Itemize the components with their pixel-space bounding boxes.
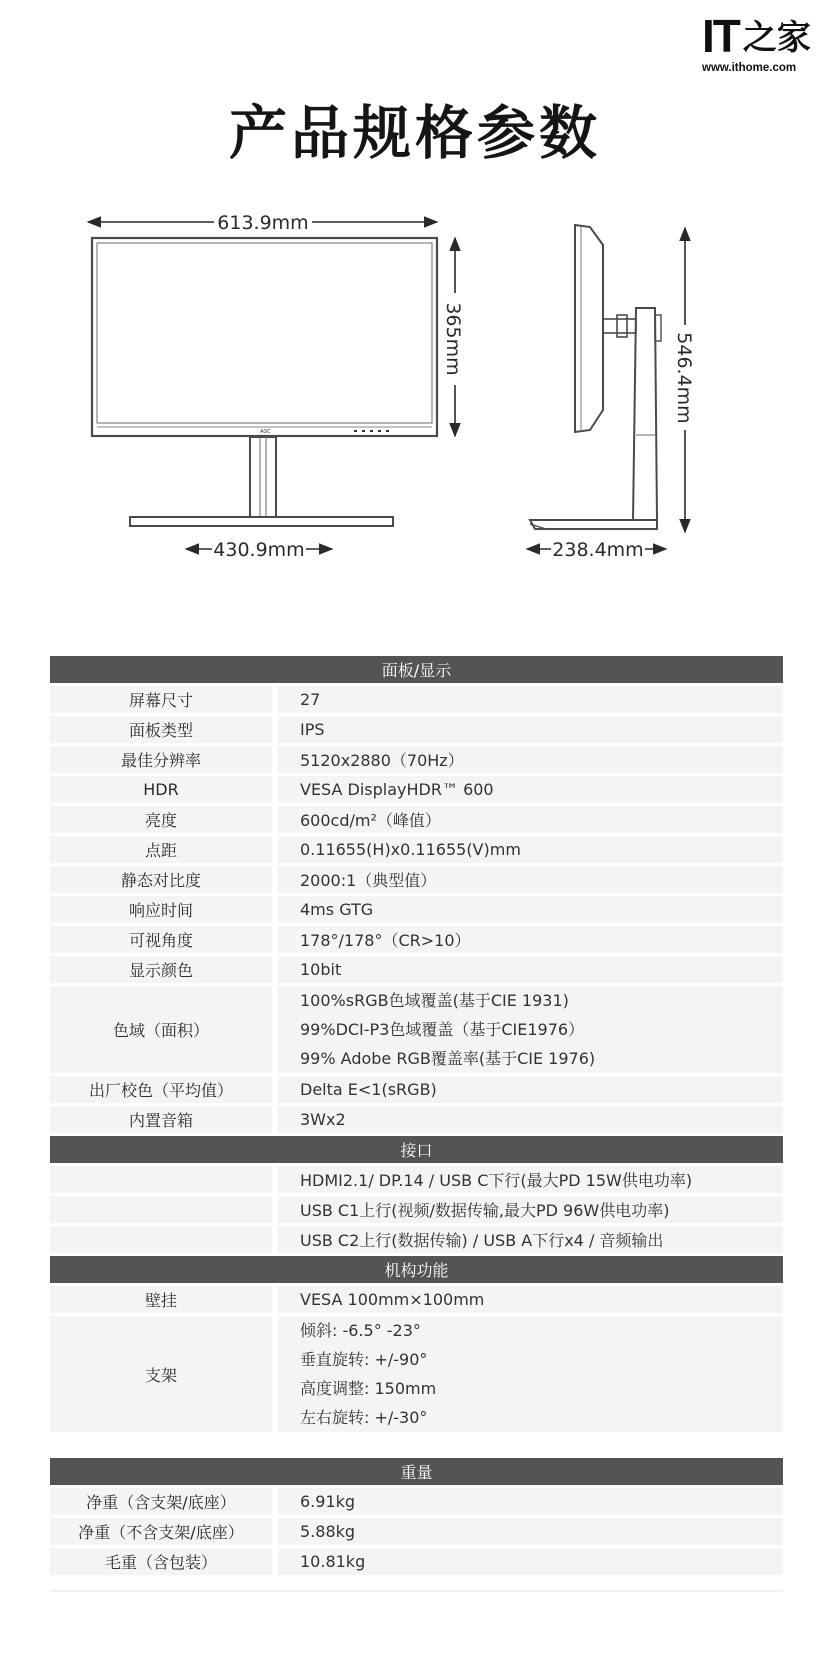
spec-value-lines [278, 1316, 783, 1432]
spec-row [50, 716, 783, 743]
spec-row [50, 956, 783, 983]
width-dimension: 613.9mm [217, 212, 309, 234]
spec-value: VESA DisplayHDR™ 600 [278, 776, 783, 803]
spec-label: 净重（含支架/底座） [50, 1488, 272, 1515]
spec-value: 5120x2880（70Hz） [278, 746, 783, 773]
gamut-line: 99%DCI-P3色域覆盖（基于CIE1976） [300, 1020, 585, 1039]
spec-label: HDR [50, 776, 272, 803]
spec-label: 壁挂 [50, 1286, 272, 1313]
section-header-ports: 接口 [50, 1136, 783, 1163]
logo-url: www.ithome.com [702, 62, 797, 74]
spec-label: 支架 [50, 1316, 272, 1432]
spec-label: 可视角度 [50, 926, 272, 953]
ithome-logo [702, 10, 812, 74]
spec-row [50, 1076, 783, 1103]
base-width-dimension: 430.9mm [213, 539, 305, 561]
spec-label [50, 1166, 272, 1193]
spec-row [50, 926, 783, 953]
spec-label: 内置音箱 [50, 1106, 272, 1133]
spec-row [50, 896, 783, 923]
stand-line: 左右旋转: +/-30° [300, 1408, 428, 1427]
spec-label: 显示颜色 [50, 956, 272, 983]
spec-row [50, 686, 783, 713]
dimension-diagram [0, 195, 830, 605]
gamut-line: 100%sRGB色域覆盖(基于CIE 1931) [300, 991, 569, 1010]
spec-value: USB C1上行(视频/数据传输,最大PD 96W供电功率) [278, 1196, 783, 1223]
gamut-line: 99% Adobe RGB覆盖率(基于CIE 1976) [300, 1049, 596, 1068]
spec-value: Delta E<1(sRGB) [278, 1076, 783, 1103]
spec-row [50, 836, 783, 863]
logo-chinese: 之家 [742, 18, 811, 58]
spec-value: IPS [278, 716, 783, 743]
spec-row [50, 1106, 783, 1133]
spec-row-port [50, 1166, 783, 1193]
stand-line: 倾斜: -6.5° -23° [300, 1321, 421, 1340]
spec-row-weight [50, 1488, 783, 1515]
front-view [92, 238, 437, 526]
spec-label: 面板类型 [50, 716, 272, 743]
spec-row [50, 866, 783, 893]
spec-row-weight [50, 1518, 783, 1545]
spec-value: VESA 100mm×100mm [278, 1286, 783, 1313]
table-bottom-divider [50, 1590, 783, 1592]
height-dimension: 365mm [442, 302, 464, 376]
spec-label: 静态对比度 [50, 866, 272, 893]
section-header-panel: 面板/显示 [50, 656, 783, 683]
spec-label: 屏幕尺寸 [50, 686, 272, 713]
spec-row [50, 806, 783, 833]
spec-value: 4ms GTG [278, 896, 783, 923]
stand-line: 高度调整: 150mm [300, 1379, 437, 1398]
section-header-weight: 重量 [50, 1458, 783, 1485]
spec-label [50, 1196, 272, 1223]
spec-label: 净重（不含支架/底座） [50, 1518, 272, 1545]
spec-label: 色域（面积） [50, 986, 272, 1073]
spec-value: 0.11655(H)x0.11655(V)mm [278, 836, 783, 863]
total-height-dimension: 546.4mm [673, 332, 695, 424]
spec-value: 5.88kg [278, 1518, 783, 1545]
spec-value-lines [278, 986, 783, 1073]
spec-value: USB C2上行(数据传输) / USB A下行x4 / 音频输出 [278, 1226, 783, 1253]
section-header-mechanism: 机构功能 [50, 1256, 783, 1283]
spec-value: 10.81kg [278, 1548, 783, 1575]
side-view [530, 225, 661, 529]
spec-label: 响应时间 [50, 896, 272, 923]
spec-table [50, 653, 783, 1578]
spec-label [50, 1226, 272, 1253]
logo-mark: IT [702, 10, 739, 62]
spec-label: 亮度 [50, 806, 272, 833]
spec-value: 3Wx2 [278, 1106, 783, 1133]
spec-label: 毛重（含包装） [50, 1548, 272, 1575]
spec-label: 最佳分辨率 [50, 746, 272, 773]
spec-row [50, 776, 783, 803]
spec-value: 10bit [278, 956, 783, 983]
spec-value: 600cd/m²（峰值） [278, 806, 783, 833]
spec-row [50, 746, 783, 773]
front-brand-logo: AOC [260, 429, 271, 435]
spec-row-port [50, 1226, 783, 1253]
depth-dimension: 238.4mm [552, 539, 644, 561]
stand-line: 垂直旋转: +/-90° [300, 1350, 428, 1369]
spec-row-port [50, 1196, 783, 1223]
page-title: 产品规格参数 [228, 99, 601, 167]
spec-label: 点距 [50, 836, 272, 863]
spec-value: 2000:1（典型值） [278, 866, 783, 893]
spec-row-gamut [50, 986, 783, 1073]
spec-row-stand [50, 1316, 783, 1432]
spec-label: 出厂校色（平均值） [50, 1076, 272, 1103]
spec-value: HDMI2.1/ DP.14 / USB C下行(最大PD 15W供电功率) [278, 1166, 783, 1193]
spec-row-weight [50, 1548, 783, 1575]
spec-value: 27 [278, 686, 783, 713]
spec-row-wall-mount [50, 1286, 783, 1313]
spec-value: 6.91kg [278, 1488, 783, 1515]
spec-value: 178°/178°（CR>10） [278, 926, 783, 953]
